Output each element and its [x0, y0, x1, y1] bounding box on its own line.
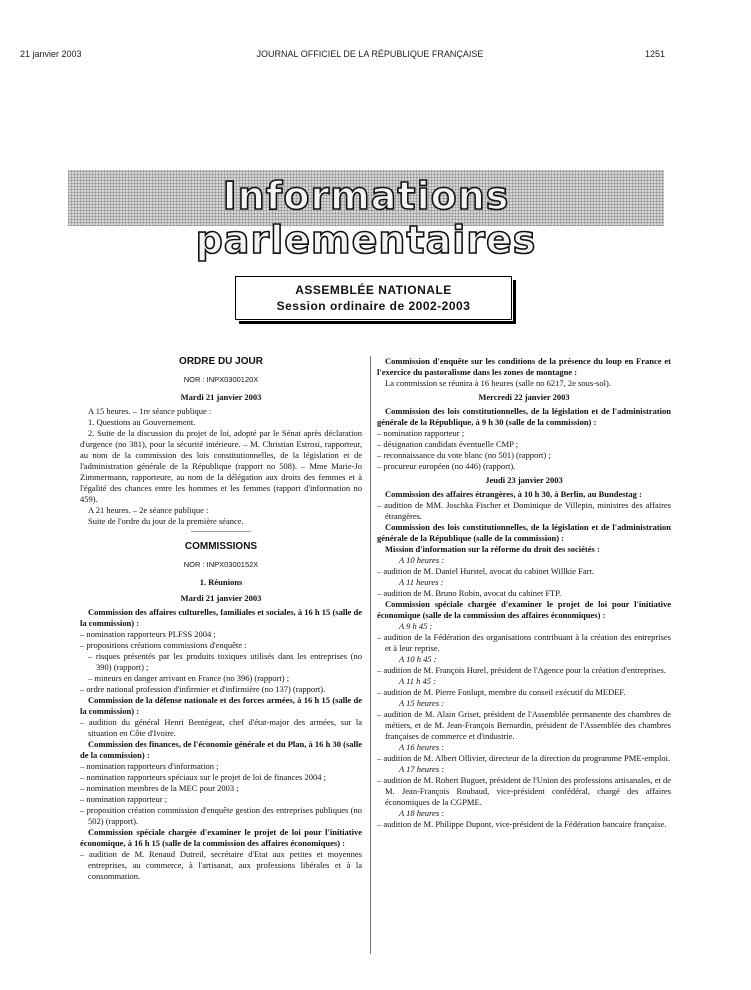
list-item: – ordre national profession d'infirmier et d'infirmière (no 137) (rapport).: [80, 684, 326, 694]
list-item: – audition du général Henri Bentégeat, chef d'état-major des armées, sur la situation en Côte d'Ivoire.: [80, 717, 362, 738]
list-item: – nomination rapporteurs d'information ;: [80, 761, 219, 771]
day-heading: Jeudi 23 janvier 2003: [485, 475, 563, 485]
section-banner: [68, 170, 664, 262]
paragraph: Suite de l'ordre du jour de la première séance.: [88, 516, 244, 526]
list-item: – audition de M. Philippe Dupont, vice-président de la Fédération bancaire française.: [377, 819, 667, 829]
ordre-du-jour-title: ORDRE DU JOUR: [179, 356, 263, 367]
time-label: A 9 h 45 :: [399, 621, 433, 631]
time-label: A 11 heures :: [399, 577, 444, 587]
column-divider: [370, 356, 371, 954]
list-item: – nomination membres de la MEC pour 2003 ;: [80, 783, 239, 793]
right-column: [377, 356, 671, 830]
paragraph: La commission se réunira à 16 heures (salle no 6217, 2e sous-sol).: [385, 378, 611, 388]
list-item: – audition de M. Pierre Fonlupt, membre du conseil exécutif du MEDEF.: [377, 687, 626, 697]
commission-heading: Commission de la défense nationale et des forces armées, à 16 h 15 (salle de la commission) :: [80, 695, 362, 716]
day-heading: Mardi 21 janvier 2003: [180, 593, 262, 603]
list-item: – audition de M. Albert Ollivier, directeur de la direction du programme PME-emploi.: [377, 753, 671, 763]
nor-reference: NOR : INPX0300152X: [183, 560, 259, 569]
banner-title: Informations parlementaires: [195, 174, 537, 262]
chamber-box: [235, 276, 512, 320]
chamber-name: ASSEMBLÉE NATIONALE: [295, 283, 452, 297]
time-label: A 10 heures :: [399, 555, 445, 565]
commission-heading: Commission des affaires culturelles, familiales et sociales, à 16 h 15 (salle de la commission) :: [80, 607, 362, 628]
mission-heading: Mission d'information sur la réforme du droit des sociétés :: [385, 544, 600, 554]
list-item: – procureur européen (no 446) (rapport).: [377, 461, 516, 471]
list-item: – audition de M. François Hurel, président de l'Agence pour la création d'entreprises.: [377, 665, 666, 675]
nor-reference: NOR : INPX0300120X: [183, 375, 259, 384]
paragraph: 1. Questions au Gouvernement.: [88, 417, 196, 427]
paragraph: 2. Suite de la discussion du projet de loi, adopté par le Sénat après déclaration d'urgence (no 381), pour la sécurité intérieure. – M. Christian Estrosi, rapporteur, au nom de la commission des lois constitutionnelles, de la législation et de l'administration générale de la République (rapport no 508). – Mme Marie-Jo Zimmermann, rapporteure, au nom de la délégation aux droits des femmes et à l'égalité des chances entre les hommes et les femmes (rapport d'information no 459).: [80, 428, 362, 504]
list-item: – proposition création commission d'enquête gestion des entreprises publiques (no 502) (rapport).: [80, 805, 362, 826]
list-item: – audition de M. Daniel Hurstel, avocat du cabinet Willkie Farr.: [377, 566, 594, 576]
time-label: A 10 h 45 :: [399, 654, 437, 664]
commission-heading: Commission des affaires étrangères, à 10 h 30, à Berlin, au Bundestag :: [385, 489, 642, 499]
day-heading: Mercredi 22 janvier 2003: [478, 392, 570, 402]
left-column: [80, 356, 362, 882]
header-page-number: 1251: [645, 49, 666, 59]
sub-list-item: – risques présentés par les produits toxiques utilisés dans les entreprises (no 390) (rapport) ;: [88, 651, 362, 672]
list-item: – audition de M. Renaud Dutreil, secrétaire d'Etat aux petites et moyennes entreprises, au commerce, à l'artisanat, aux professions libérales et à la consommation.: [80, 849, 362, 881]
list-item: – nomination rapporteur ;: [377, 428, 465, 438]
list-item: – propositions créations commissions d'enquête :: [80, 640, 247, 650]
list-item: – reconnaissance du vote blanc (no 501) (rapport) ;: [377, 450, 551, 460]
list-item: – nomination rapporteurs PLFSS 2004 ;: [80, 629, 216, 639]
header-date: 21 janvier 2003: [20, 49, 82, 59]
list-item: – audition de la Fédération des organisations contribuant à la création des entreprises et à leur reprise.: [377, 632, 671, 653]
commissions-title: COMMISSIONS: [184, 541, 258, 552]
commission-heading: Commission d'enquête sur les conditions de la présence du loup en France et l'exercice du pastoralisme dans les zones de montagne :: [377, 356, 671, 377]
divider: [191, 531, 251, 532]
list-item: – nomination rapporteurs spéciaux sur le projet de loi de finances 2004 ;: [80, 772, 326, 782]
commission-heading: Commission des lois constitutionnelles, de la législation et de l'administration générale de la République (salle de la commission) :: [377, 522, 671, 543]
sub-list-item: – mineurs en danger arrivant en France (no 396) (rapport) ;: [88, 673, 290, 683]
session-title: Session ordinaire de 2002-2003: [276, 299, 471, 313]
header-journal: JOURNAL OFFICIEL DE LA RÉPUBLIQUE FRANÇAISE: [256, 49, 484, 59]
list-item: – audition de MM. Joschka Fischer et Dominique de Villepin, ministres des affaires étrangères.: [377, 500, 671, 521]
subsection-heading: 1. Réunions: [199, 577, 243, 587]
time-label: A 17 heures :: [399, 764, 445, 774]
commission-heading: Commission des lois constitutionnelles, de la législation et de l'administration générale de la République, à 9 h 30 (salle de la commission) :: [377, 406, 671, 427]
commission-heading: Commission des finances, de l'économie générale et du Plan, à 16 h 30 (salle de la commission) :: [80, 739, 362, 760]
list-item: – désignation candidats éventuelle CMP ;: [377, 439, 519, 449]
time-label: A 18 heures :: [399, 808, 445, 818]
time-label: A 16 heures :: [399, 742, 445, 752]
day-heading: Mardi 21 janvier 2003: [180, 392, 262, 402]
list-item: – audition de M. Bruno Robin, avocat du cabinet FTP.: [377, 588, 562, 598]
time-label: A 11 h 45 :: [399, 676, 436, 686]
time-label: A 15 heures :: [399, 698, 445, 708]
paragraph: A 15 heures. – 1re séance publique :: [88, 406, 212, 416]
list-item: – nomination rapporteur ;: [80, 794, 168, 804]
list-item: – audition de M. Alain Griset, président de l'Assemblée permanente des chambres de métiers, et de M. Jean-François Bernardin, président de l'Assemblée des chambres françaises de commerce et d'industrie.: [377, 709, 671, 741]
list-item: – audition de M. Robert Buguet, président de l'Union des professions artisanales, et de M. Jean-François Roubaud, vice-président confédéral, chargé des affaires économiques de la CGPME.: [377, 775, 671, 807]
paragraph: A 21 heures. – 2e séance publique :: [88, 505, 209, 515]
commission-heading: Commission spéciale chargée d'examiner le projet de loi pour l'initiative économique (salle de la commission des affaires économiques) :: [377, 599, 671, 620]
commission-heading: Commission spéciale chargée d'examiner le projet de loi pour l'initiative économique, à 16 h 15 (salle de la commission des affaires économiques) :: [80, 827, 362, 848]
